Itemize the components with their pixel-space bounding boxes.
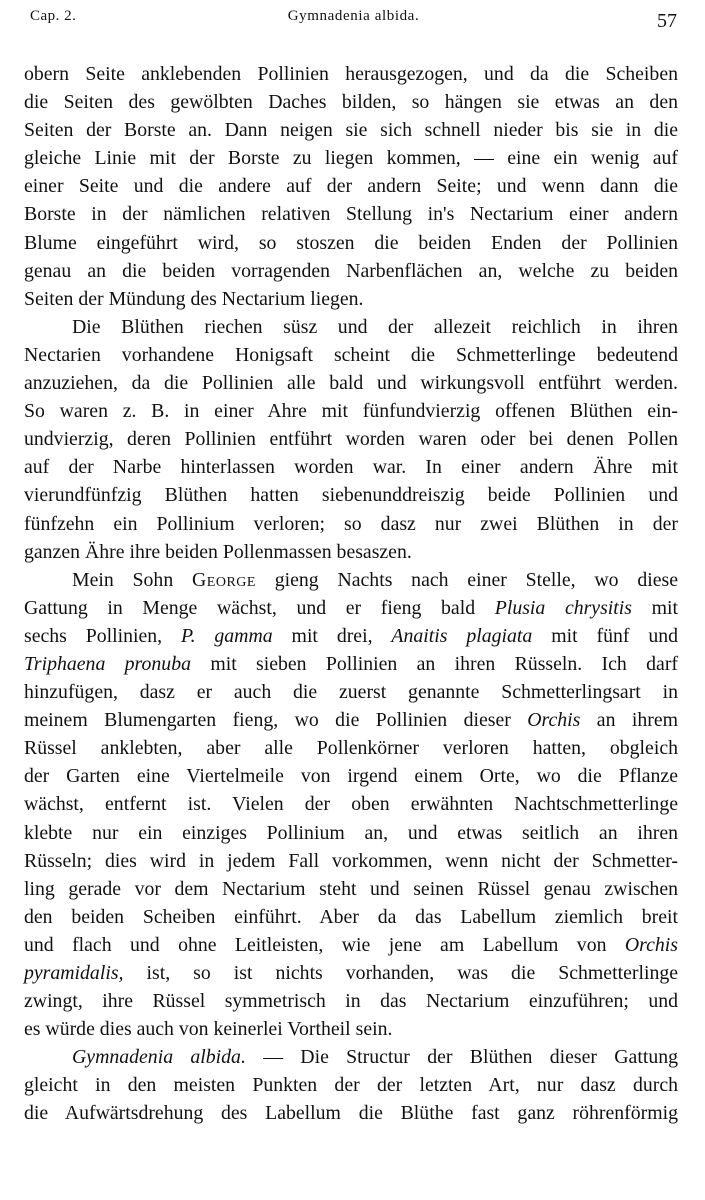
- text-line: [24, 566, 678, 594]
- text-run: den beiden Scheiben einführt. Aber da das Labellum ziemlich breit: [24, 905, 678, 928]
- italic-text: Plusia chrysitis: [494, 596, 632, 619]
- text-line: [24, 987, 678, 1015]
- text-run: genau an die beiden vorragenden Narbenflächen an, welche zu beiden: [24, 259, 678, 282]
- text-line: [24, 538, 678, 566]
- italic-text: Orchis: [624, 933, 678, 956]
- text-run: meinem Blumengarten fieng, wo die Pollinien dieser: [24, 709, 528, 732]
- running-header: [30, 8, 677, 38]
- text-run: obern Seite anklebenden Pollinien herausgezogen, und da die Scheiben: [24, 63, 678, 85]
- text-run: mit drei,: [272, 624, 392, 647]
- text-run: es würde dies auch von keinerlei Vortheil sein.: [24, 1018, 393, 1041]
- text-line: [24, 229, 678, 257]
- text-run: zwingt, ihre Rüssel symmetrisch in das Nectarium einzuführen; und: [24, 990, 678, 1013]
- text-line: [24, 144, 678, 172]
- text-line: [24, 285, 678, 313]
- text-line: [24, 959, 678, 987]
- text-run: mit: [631, 596, 678, 619]
- text-run: ling gerade vor dem Nectarium steht und seinen Rüssel genau zwischen: [24, 877, 678, 900]
- text-run: vierundfünfzig Blüthen hatten siebenunddreiszig beide Pollinien und: [24, 484, 678, 507]
- text-line: [24, 172, 678, 200]
- text-run: anzuziehen, da die Pollinien alle bald und wirkungsvoll entführt werden.: [24, 372, 678, 395]
- text-line: [24, 678, 678, 706]
- text-run: die Aufwärtsdrehung des Labellum die Blüthe fast ganz röhrenförmig: [24, 1102, 678, 1125]
- text-line: [24, 313, 678, 341]
- text-run: der Garten eine Viertelmeile von irgend einem Orte, wo die Pflanze: [24, 765, 678, 788]
- text-line: [24, 819, 678, 847]
- text-line: [24, 847, 678, 875]
- text-run: undvierzig, deren Pollinien entführt worden waren oder bei denen Pollen: [24, 428, 678, 451]
- text-run: auf der Narbe hinterlassen worden war. In einer andern Ähre mit: [24, 456, 678, 479]
- text-line: [24, 369, 678, 397]
- italic-text: P. gamma: [181, 624, 273, 647]
- paragraph: [24, 1043, 678, 1127]
- body-text: [24, 60, 678, 1128]
- text-line: [24, 1043, 678, 1071]
- italic-text: Triphaena pronuba: [24, 652, 191, 675]
- small-caps-text: George: [192, 568, 256, 591]
- text-line: [24, 481, 678, 509]
- text-line: [24, 650, 678, 678]
- text-run: So waren z. B. in einer Ahre mit fünfundvierzig offenen Blüthen ein-: [24, 400, 678, 423]
- text-run: Mein Sohn: [72, 568, 192, 591]
- chapter-label: Cap. 2.: [30, 8, 77, 24]
- text-run: Nectarien vorhandene Honigsaft scheint die Schmetterlinge bedeutend: [24, 343, 678, 366]
- running-title: Gymnadenia albida.: [287, 8, 420, 24]
- text-line: [24, 1071, 678, 1099]
- italic-text: Orchis: [527, 709, 581, 732]
- text-run: Die Blüthen riechen süsz und der allezeit reichlich in ihren: [72, 315, 678, 338]
- italic-text: Anaitis plagiata: [391, 624, 533, 647]
- text-run: gleiche Linie mit der Borste zu liegen kommen, — eine ein wenig auf: [24, 147, 678, 170]
- text-run: sechs Pollinien,: [24, 624, 182, 647]
- text-run: Seiten der Mündung des Nectarium liegen.: [24, 287, 364, 310]
- italic-text: Gymnadenia albida.: [72, 1046, 246, 1069]
- text-line: [24, 931, 678, 959]
- page-number: 57: [657, 10, 677, 32]
- text-line: [24, 60, 678, 88]
- text-run: Blume eingeführt wird, so stoszen die beiden Enden der Pollinien: [24, 231, 678, 254]
- text-line: [24, 734, 678, 762]
- text-run: — Die Structur der Blüthen dieser Gattung: [245, 1046, 678, 1069]
- text-line: [24, 706, 678, 734]
- text-line: [24, 1015, 678, 1043]
- text-line: [24, 903, 678, 931]
- paragraph: [24, 313, 678, 566]
- text-line: [24, 594, 678, 622]
- text-run: gieng Nachts nach einer Stelle, wo diese: [255, 568, 678, 591]
- text-run: Rüsseln; dies wird in jedem Fall vorkommen, wenn nicht der Schmetter-: [24, 849, 678, 872]
- text-line: [24, 1099, 678, 1127]
- text-run: wächst, entfernt ist. Vielen der oben erwähnten Nachtschmetterlinge: [24, 793, 678, 816]
- text-run: Borste in der nämlichen relativen Stellung in's Nectarium einer andern: [24, 203, 678, 226]
- paragraph: [24, 60, 678, 313]
- text-line: [24, 875, 678, 903]
- text-run: mit sieben Pollinien an ihren Rüsseln. Ich darf: [190, 652, 678, 675]
- italic-text: pyramidalis,: [24, 962, 124, 984]
- text-line: [24, 257, 678, 285]
- text-line: [24, 453, 678, 481]
- text-run: die Seiten des gewölbten Daches bilden, so hängen sie etwas an den: [24, 91, 678, 114]
- text-run: Seiten der Borste an. Dann neigen sie sich schnell nieder bis sie in die: [24, 119, 678, 142]
- text-line: [24, 397, 678, 425]
- text-run: ganzen Ähre ihre beiden Pollenmassen besaszen.: [24, 540, 412, 563]
- text-line: [24, 762, 678, 790]
- text-line: [24, 116, 678, 144]
- text-run: an ihrem: [580, 709, 679, 732]
- text-run: Rüssel anklebten, aber alle Pollenkörner verloren hatten, obgleich: [24, 737, 678, 760]
- text-line: [24, 425, 678, 453]
- text-run: und flach und ohne Leitleisten, wie jene am Labellum von: [24, 933, 625, 956]
- text-run: klebte nur ein einziges Pollinium an, und etwas seitlich an ihren: [24, 821, 678, 844]
- text-run: ist, so ist nichts vorhanden, was die Schmetterlinge: [123, 962, 678, 984]
- text-run: gleicht in den meisten Punkten der der letzten Art, nur dasz durch: [24, 1074, 678, 1097]
- text-line: [24, 200, 678, 228]
- text-run: einer Seite und die andere auf der andern Seite; und wenn dann die: [24, 175, 678, 198]
- text-run: fünfzehn ein Pollinium verloren; so dasz nur zwei Blüthen in der: [24, 512, 678, 535]
- text-line: [24, 88, 678, 116]
- text-line: [24, 790, 678, 818]
- paragraph: [24, 566, 678, 1044]
- text-run: Gattung in Menge wächst, und er fieng bald: [24, 596, 495, 619]
- text-run: hinzufügen, dasz er auch die zuerst genannte Schmetterlingsart in: [24, 681, 678, 704]
- text-line: [24, 341, 678, 369]
- text-line: [24, 622, 678, 650]
- text-line: [24, 510, 678, 538]
- text-run: mit fünf und: [532, 624, 679, 647]
